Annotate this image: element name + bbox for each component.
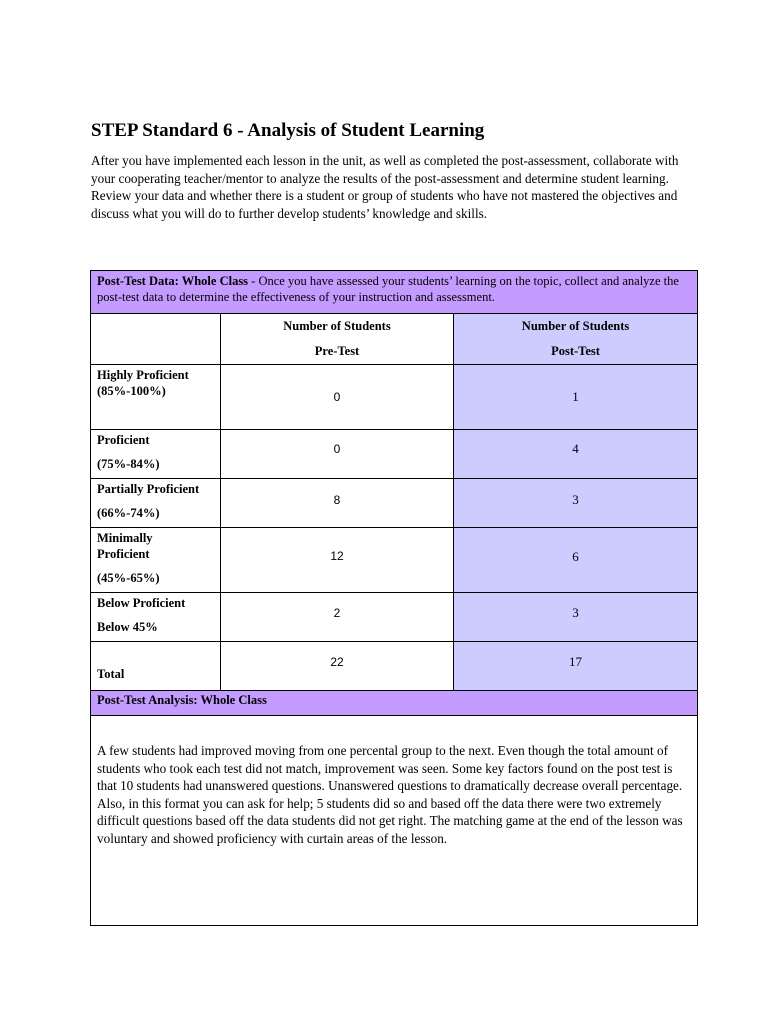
post-test-analysis-body: A few students had improved moving from one percental group to the next. Even though the total amount of students who took each test did not match, improvement was seen. Some key factors found on the post test is that 10 students had unanswered questions. Unanswered questions to dramatically decrease overall percentage. Also, in this format you can ask for help; 5 students did so and based off the data there were two extremely difficult questions based off the data students did not get right. The matching game at the end of the lesson was voluntary and showed proficiency with curtain areas of the lesson. bbox=[91, 716, 698, 926]
post-test-total: 17 bbox=[454, 642, 698, 691]
col-post-line1: Number of Students bbox=[521, 319, 630, 333]
row-label-total: Total bbox=[97, 667, 125, 681]
pre-test-value: 2 bbox=[221, 593, 454, 642]
table-row bbox=[91, 528, 698, 593]
post-test-table bbox=[90, 270, 698, 926]
pre-test-value: 8 bbox=[221, 479, 454, 528]
header-lead: Post-Test Data: Whole Class bbox=[97, 274, 249, 288]
row-label bbox=[91, 593, 221, 642]
row-label-line1: Highly Proficient bbox=[97, 368, 189, 382]
row-label bbox=[91, 365, 221, 430]
post-test-data-header bbox=[91, 271, 698, 314]
col-header-pre-test bbox=[221, 314, 454, 365]
post-test-value: 3 bbox=[454, 479, 698, 528]
row-label-line2: (45%-65%) bbox=[97, 571, 160, 585]
row-label-line2: (66%-74%) bbox=[97, 506, 160, 520]
pre-test-value: 0 bbox=[221, 430, 454, 479]
table-row-total bbox=[91, 642, 698, 691]
row-label-line2: (85%-100%) bbox=[97, 384, 166, 398]
row-label-line1: Proficient bbox=[97, 433, 150, 447]
post-test-value: 4 bbox=[454, 430, 698, 479]
table-row bbox=[91, 593, 698, 642]
header-text: - Once you have assessed your students’ learning on the topic, collect and analyze the post-test data to determine the effectiveness of your instruction and assessment. bbox=[97, 274, 679, 304]
row-label-line1: Partially Proficient bbox=[97, 482, 200, 496]
row-label-line1: Below Proficient bbox=[97, 596, 186, 610]
row-label-line2: Below 45% bbox=[97, 620, 158, 634]
col-post-line2: Post-Test bbox=[551, 344, 600, 358]
pre-test-total: 22 bbox=[221, 642, 454, 691]
intro-paragraph: After you have implemented each lesson in the unit, as well as completed the post-assessment, collaborate with your cooperating teacher/mentor to analyze the results of the post-assessment and determine student learning. Review your data and whether there is a student or group of students who have not mastered the objectives and discuss what you will do to further develop students’ knowledge and skills. bbox=[91, 153, 679, 221]
post-test-value: 1 bbox=[454, 365, 698, 430]
post-test-value: 3 bbox=[454, 593, 698, 642]
table-row bbox=[91, 479, 698, 528]
col-header-post-test bbox=[454, 314, 698, 365]
table-row bbox=[91, 365, 698, 430]
row-label-line1: Minimally Proficient bbox=[97, 531, 153, 561]
row-label bbox=[91, 642, 221, 691]
col-pre-line1: Number of Students bbox=[283, 319, 391, 333]
post-test-analysis-header: Post-Test Analysis: Whole Class bbox=[91, 691, 698, 716]
row-label bbox=[91, 528, 221, 593]
row-label bbox=[91, 430, 221, 479]
empty-corner-cell bbox=[91, 314, 221, 365]
row-label-line2: (75%-84%) bbox=[97, 457, 160, 471]
col-pre-line2: Pre-Test bbox=[314, 344, 360, 358]
post-test-value: 6 bbox=[454, 528, 698, 593]
pre-test-value: 12 bbox=[221, 528, 454, 593]
page-title: STEP Standard 6 - Analysis of Student Learning bbox=[91, 120, 485, 141]
table-row bbox=[91, 430, 698, 479]
pre-test-value: 0 bbox=[221, 365, 454, 430]
row-label bbox=[91, 479, 221, 528]
